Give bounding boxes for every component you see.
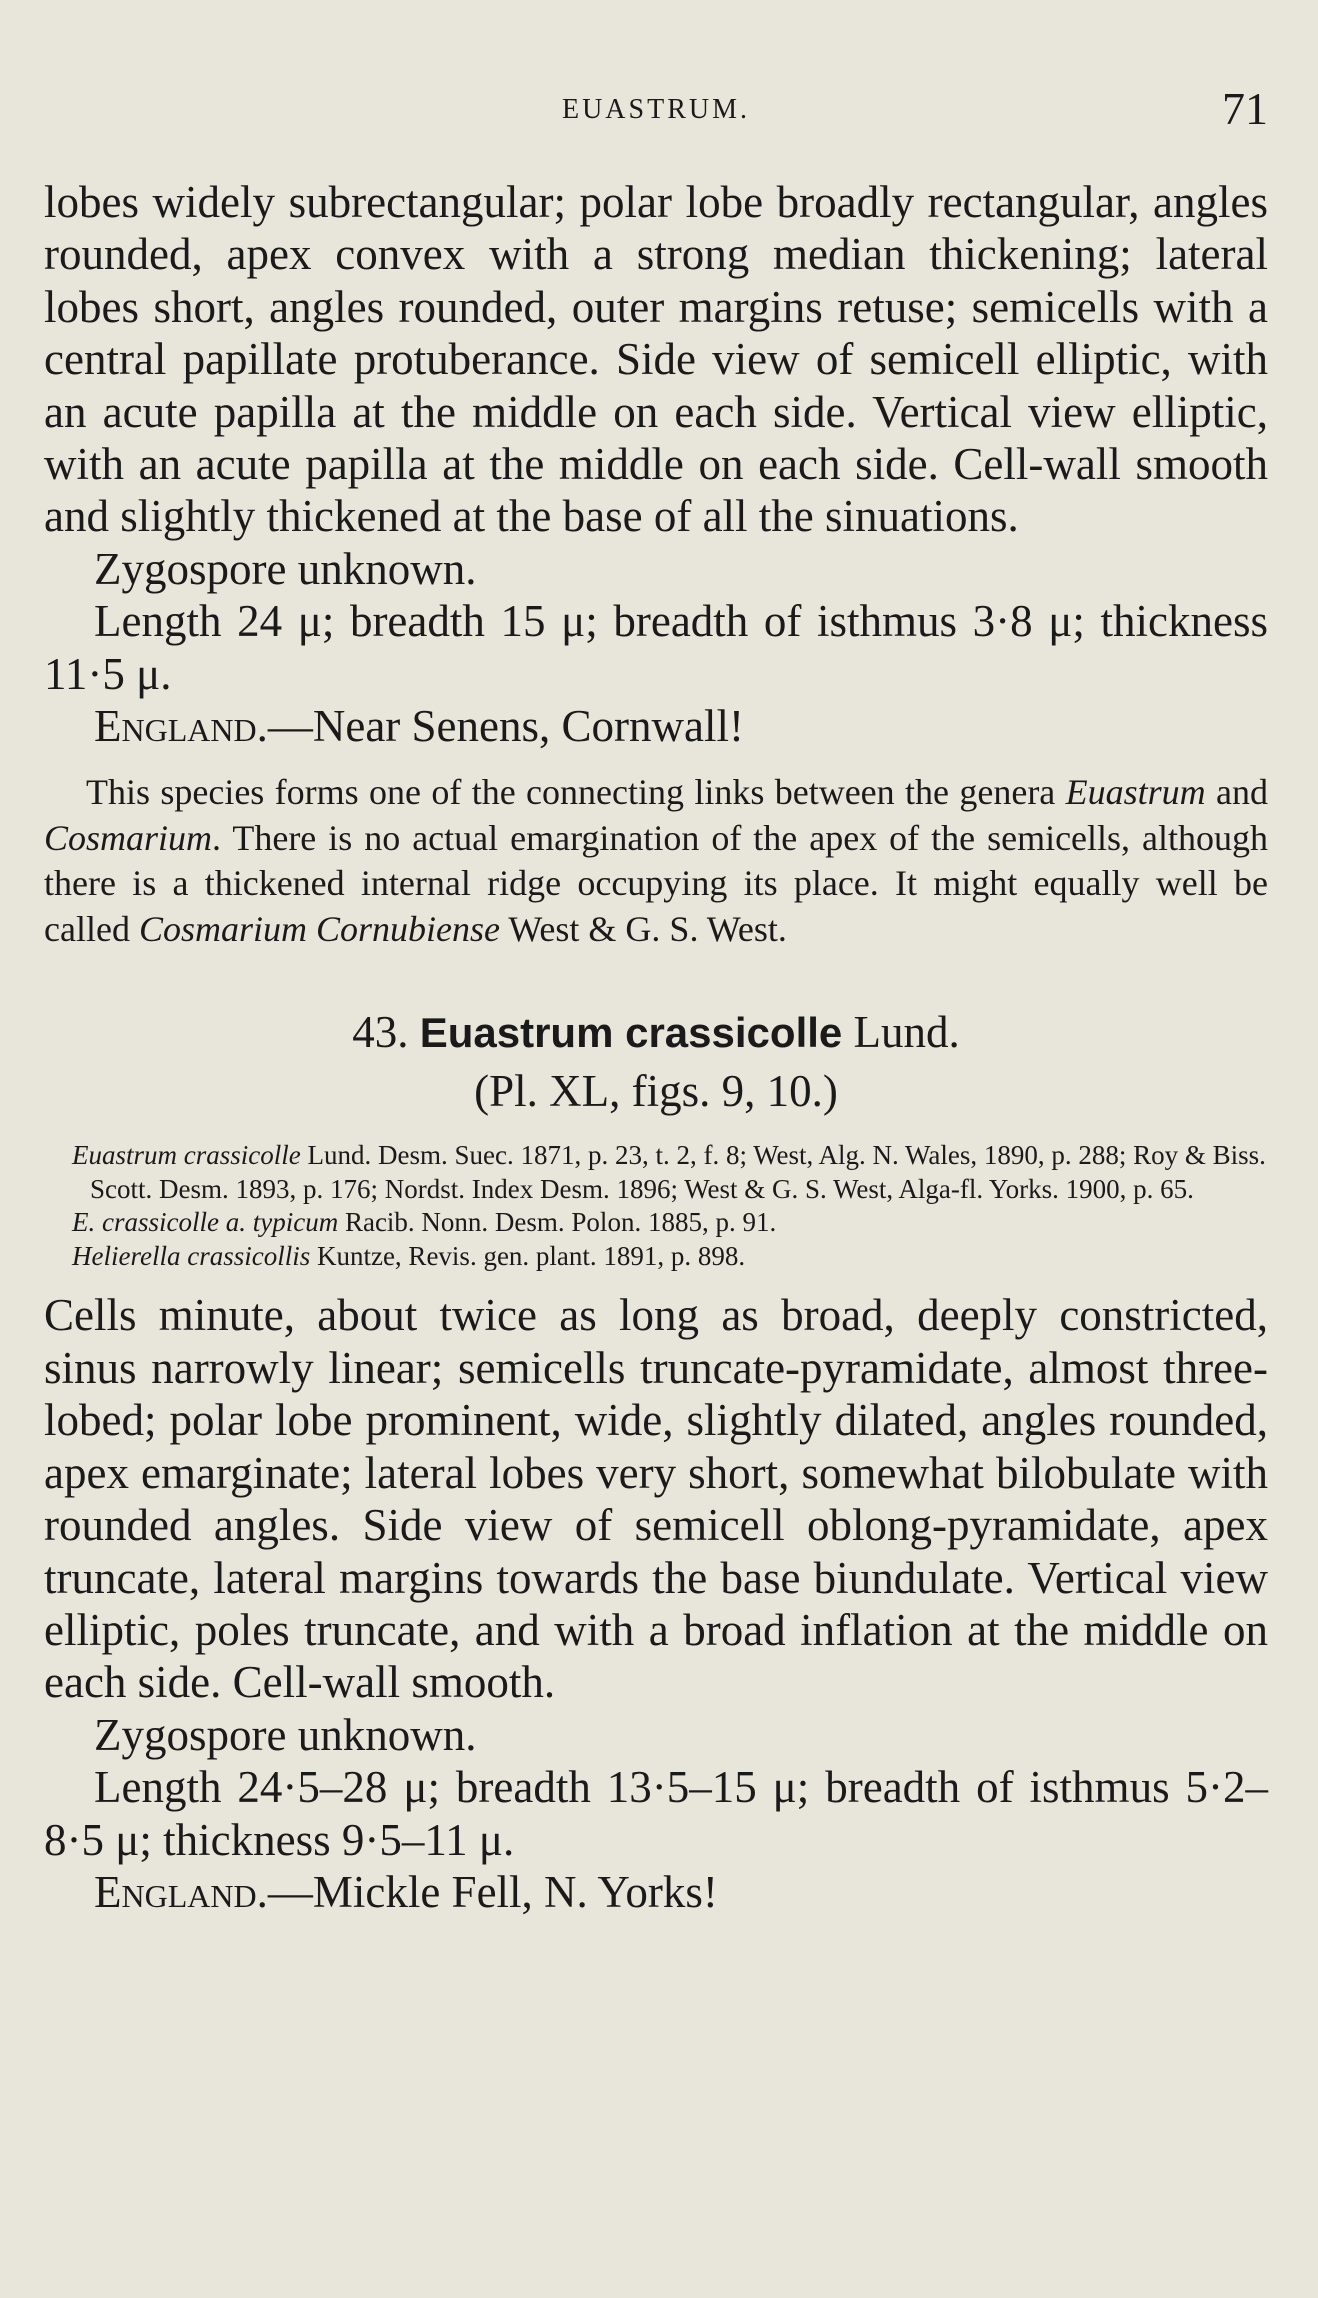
synonym-reference: Kuntze, Revis. gen. plant. 1891, p. 898. <box>310 1240 746 1271</box>
locality <box>44 700 1268 752</box>
synonym-name: E. crassicolle a. typicum <box>72 1207 339 1238</box>
zygospore-note: Zygospore unknown. <box>94 1709 477 1760</box>
synonym-reference: Lund. Desm. Suec. 1871, p. 23, t. 2, f. 8; West, Alg. N. Wales, 1890, p. 288; Roy & Biss. Scott. Desm. 1893, p. 176; Nordst. Index Desm. 1896; West & G. S. West, Alga-fl. Yorks. 1900, p. 65. <box>90 1140 1266 1204</box>
synonymy-entry <box>44 1139 1268 1206</box>
synonymy-entry <box>44 1206 1268 1240</box>
note-text: and <box>1205 772 1268 813</box>
locality <box>44 1866 1268 1918</box>
page-content <box>44 176 1268 1918</box>
note-text: . There is no actual emargination of the apex of the semicells, although there is a thickened internal ridge occupying its place. It might equally well be called <box>44 817 1268 949</box>
measurements: Length 24·5–28 μ; breadth 13·5–15 μ; breadth of isthmus 5·2–8·5 μ; thickness 9·5–11 μ. <box>44 1762 1268 1865</box>
note-genus: Cosmarium <box>44 817 213 858</box>
species-number: 43. <box>352 1007 409 1058</box>
locality-place: —Mickle Fell, N. Yorks! <box>267 1866 718 1917</box>
species-heading <box>44 1004 1268 1061</box>
page-number: 71 <box>1222 83 1268 134</box>
species-author: Lund. <box>853 1007 960 1058</box>
locality-region: England. <box>94 1866 268 1917</box>
synonym-name: Helierella crassicollis <box>72 1240 311 1271</box>
measurements: Length 24 μ; breadth 15 μ; breadth of isthmus 3·8 μ; thickness 11·5 μ. <box>44 596 1268 699</box>
locality-place: —Near Senens, Cornwall! <box>267 701 744 752</box>
running-head <box>44 82 1268 142</box>
synonymy-list <box>44 1139 1268 1273</box>
species-name: Euastrum crassicolle <box>419 1009 843 1057</box>
note-text: West & G. S. West. <box>499 908 787 949</box>
taxonomic-note <box>44 770 1268 952</box>
note-text: This species forms one of the connecting links between the genera <box>86 772 1066 813</box>
note-alt-name: Cosmarium Cornubiense <box>138 908 500 949</box>
synonym-reference: Racib. Nonn. Desm. Polon. 1885, p. 91. <box>338 1207 777 1238</box>
species-description: Cells minute, about twice as long as broad, deeply constricted, sinus narrowly linear; semicells truncate-pyramidate, almost three-lobed; polar lobe prominent, wide, slightly dilated, angles rounded, apex emarginate; lateral lobes very short, somewhat bilobulate with rounded angles. Side view of semicell oblong-pyramidate, apex truncate, lateral margins towards the base biundulate. Vertical view elliptic, poles truncate, and with a broad inflation at the middle on each side. Cell-wall smooth. <box>44 1290 1268 1708</box>
note-genus: Euastrum <box>1065 772 1206 813</box>
running-title: EUASTRUM. <box>561 94 750 125</box>
zygospore-note: Zygospore unknown. <box>94 543 477 594</box>
description-continued: lobes widely subrectangular; polar lobe broadly rectangular, angles rounded, apex convex with a strong median thickening; lateral lobes short, angles rounded, outer margins retuse; semicells with a central papillate protuberance. Side view of semicell elliptic, with an acute papilla at the middle on each side. Vertical view elliptic, with an acute papilla at the middle on each side. Cell-wall smooth and slightly thickened at the base of all the sinuations. <box>44 177 1268 542</box>
locality-region: England. <box>94 701 268 752</box>
synonymy-entry <box>44 1240 1268 1274</box>
plate-reference: (Pl. XL, figs. 9, 10.) <box>474 1066 838 1117</box>
synonym-name: Euastrum crassicolle <box>72 1140 301 1171</box>
